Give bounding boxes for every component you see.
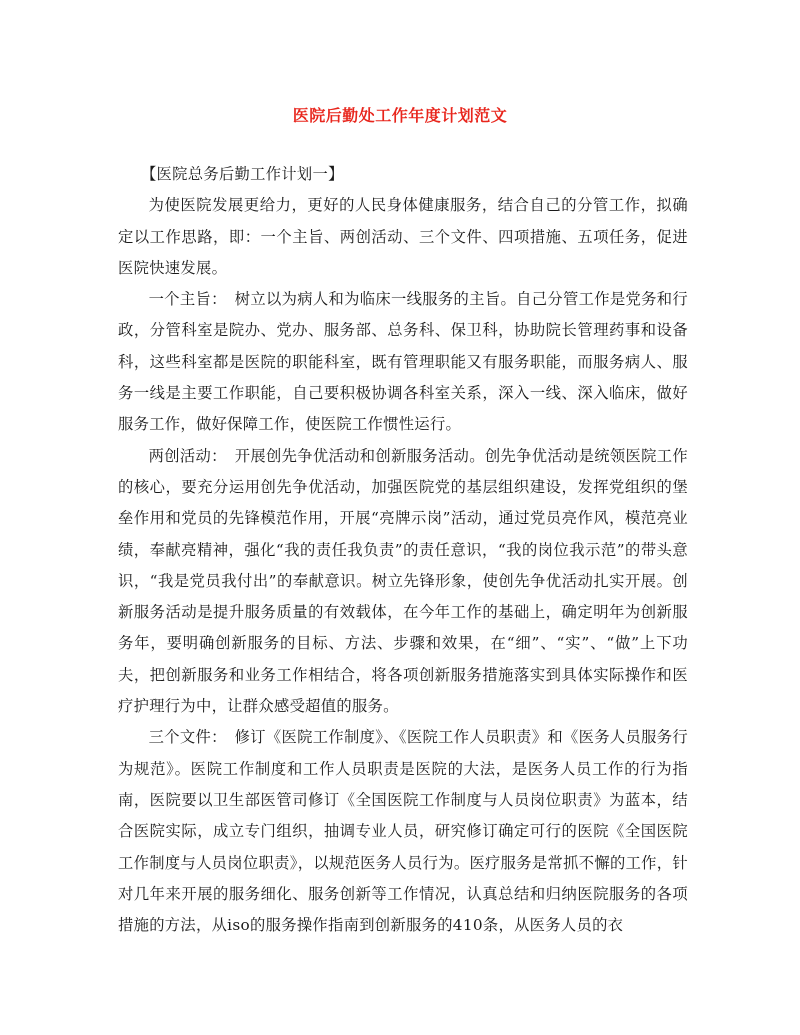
section-heading: 【医院总务后勤工作计划一】: [140, 165, 344, 183]
paragraph-two-activities: 两创活动： 开展创先争优活动和创新服务活动。创先争优活动是统领医院工作的核心，要充分运用创先争优活动，加强医院党的基层组织建设，发挥党组织的堡垒作用和党员的先锋模范作用，开展“亮牌示岗”活动，通过党员亮作风，模范亮业绩，奉献亮精神，强化“我的责任我负责”的责任意识，“我的岗位我示范”的带头意识，“我是党员我付出”的奉献意识。树立先锋形象，使创先争优活动扎实开展。创新服务活动是提升服务质量的有效载体，在今年工作的基础上，确定明年为创新服务年，要明确创新服务的目标、方法、步骤和效果，在“细”、“实”、“做”上下功夫，把创新服务和业务工作相结合，将各项创新服务措施落实到具体实际操作和医疗护理行为中，让群众感受超值的服务。: [118, 446, 688, 716]
paragraph-three-documents: 三个文件： 修订《医院工作制度》、《医院工作人员职责》和《医务人员服务行为规范》。医院工作制度和工作人员职责是医院的大法，是医务人员工作的行为指南，医院要以卫生部医管司修订《全国医院工作制度与人员岗位职责》为蓝本，结合医院实际，成立专门组织，抽调专业人员，研究修订确定可行的医院《全国医院工作制度与人员岗位职责》，以规范医务人员行为。医疗服务是常抓不懈的工作，针对几年来开展的服务细化、服务创新等工作情况，认真总结和归纳医院服务的各项措施的方法，从iso的服务操作指南到创新服务的410条，从医务人员的衣: [118, 728, 688, 935]
paragraph-intro: 为使医院发展更给力，更好的人民身体健康服务，结合自己的分管工作，拟确定以工作思路，即：一个主旨、两创活动、三个文件、四项措施、五项任务，促进医院快速发展。: [118, 196, 688, 277]
document-title: 医院后勤处工作年度计划范文: [292, 106, 508, 125]
document-body: [118, 159, 688, 941]
paragraph-one-purpose: 一个主旨： 树立以为病人和为临床一线服务的主旨。自己分管工作是党务和行政，分管科室是院办、党办、服务部、总务科、保卫科，协助院长管理药事和设备科，这些科室都是医院的职能科室，既有管理职能又有服务职能，而服务病人、服务一线是主要工作职能，自己要积极协调各科室关系，深入一线、深入临床，做好服务工作，做好保障工作，使医院工作惯性运行。: [118, 290, 688, 434]
